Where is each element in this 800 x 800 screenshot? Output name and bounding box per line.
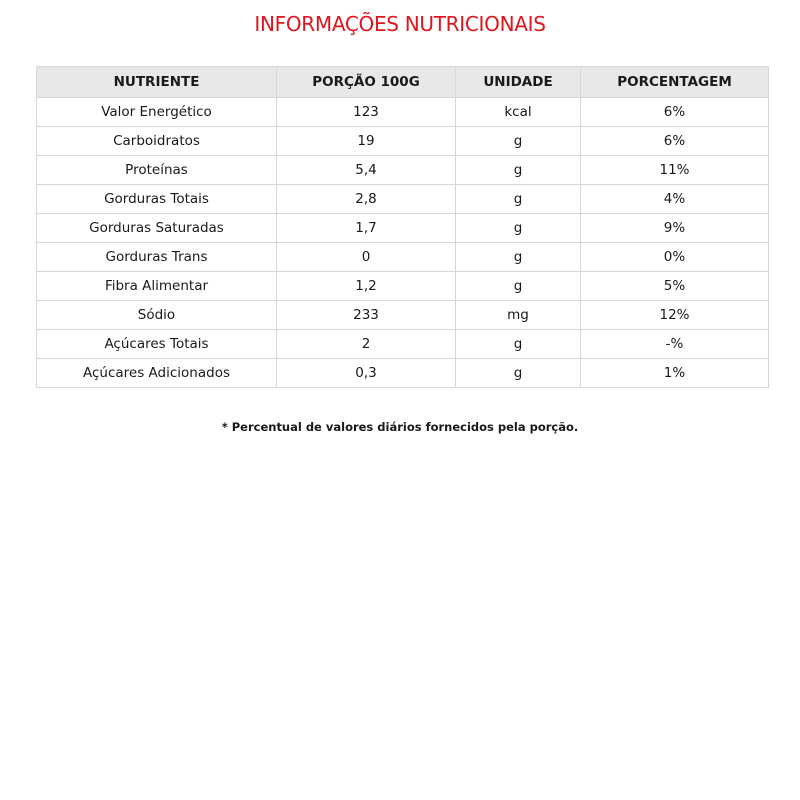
cell-percent: 6% xyxy=(581,127,769,156)
cell-nutrient: Carboidratos xyxy=(37,127,277,156)
table-row xyxy=(37,359,769,388)
cell-unit: kcal xyxy=(456,98,581,127)
cell-nutrient: Gorduras Totais xyxy=(37,185,277,214)
table-row xyxy=(37,214,769,243)
cell-percent: 1% xyxy=(581,359,769,388)
cell-amount: 1,2 xyxy=(277,272,456,301)
cell-amount: 0 xyxy=(277,243,456,272)
cell-nutrient: Proteínas xyxy=(37,156,277,185)
cell-nutrient: Fibra Alimentar xyxy=(37,272,277,301)
header-porcao: PORÇÃO 100G xyxy=(277,67,456,98)
table-row xyxy=(37,272,769,301)
cell-amount: 2 xyxy=(277,330,456,359)
cell-amount: 2,8 xyxy=(277,185,456,214)
cell-amount: 5,4 xyxy=(277,156,456,185)
cell-unit: g xyxy=(456,359,581,388)
cell-nutrient: Gorduras Saturadas xyxy=(37,214,277,243)
table-row xyxy=(37,330,769,359)
table-row xyxy=(37,185,769,214)
page-title: INFORMAÇÕES NUTRICIONAIS xyxy=(254,12,546,36)
table-row xyxy=(37,243,769,272)
cell-percent: 6% xyxy=(581,98,769,127)
cell-percent: 5% xyxy=(581,272,769,301)
cell-unit: g xyxy=(456,243,581,272)
table-header-row xyxy=(37,67,769,98)
cell-nutrient: Gorduras Trans xyxy=(37,243,277,272)
cell-percent: 4% xyxy=(581,185,769,214)
table-row xyxy=(37,98,769,127)
header-nutriente: NUTRIENTE xyxy=(37,67,277,98)
table-row xyxy=(37,127,769,156)
cell-unit: g xyxy=(456,272,581,301)
table-row xyxy=(37,156,769,185)
footnote: * Percentual de valores diários fornecidos pela porção. xyxy=(221,420,579,434)
cell-unit: mg xyxy=(456,301,581,330)
cell-amount: 0,3 xyxy=(277,359,456,388)
cell-nutrient: Açúcares Adicionados xyxy=(37,359,277,388)
header-porcentagem: PORCENTAGEM xyxy=(581,67,769,98)
cell-percent: 11% xyxy=(581,156,769,185)
cell-percent: 9% xyxy=(581,214,769,243)
cell-amount: 123 xyxy=(277,98,456,127)
table-row xyxy=(37,301,769,330)
cell-unit: g xyxy=(456,127,581,156)
cell-amount: 19 xyxy=(277,127,456,156)
cell-nutrient: Açúcares Totais xyxy=(37,330,277,359)
cell-unit: g xyxy=(456,214,581,243)
cell-nutrient: Sódio xyxy=(37,301,277,330)
cell-amount: 233 xyxy=(277,301,456,330)
cell-percent: 0% xyxy=(581,243,769,272)
cell-nutrient: Valor Energético xyxy=(37,98,277,127)
cell-unit: g xyxy=(456,156,581,185)
cell-unit: g xyxy=(456,330,581,359)
cell-unit: g xyxy=(456,185,581,214)
cell-percent: -% xyxy=(581,330,769,359)
cell-amount: 1,7 xyxy=(277,214,456,243)
nutrition-table xyxy=(36,66,769,388)
cell-percent: 12% xyxy=(581,301,769,330)
header-unidade: UNIDADE xyxy=(456,67,581,98)
